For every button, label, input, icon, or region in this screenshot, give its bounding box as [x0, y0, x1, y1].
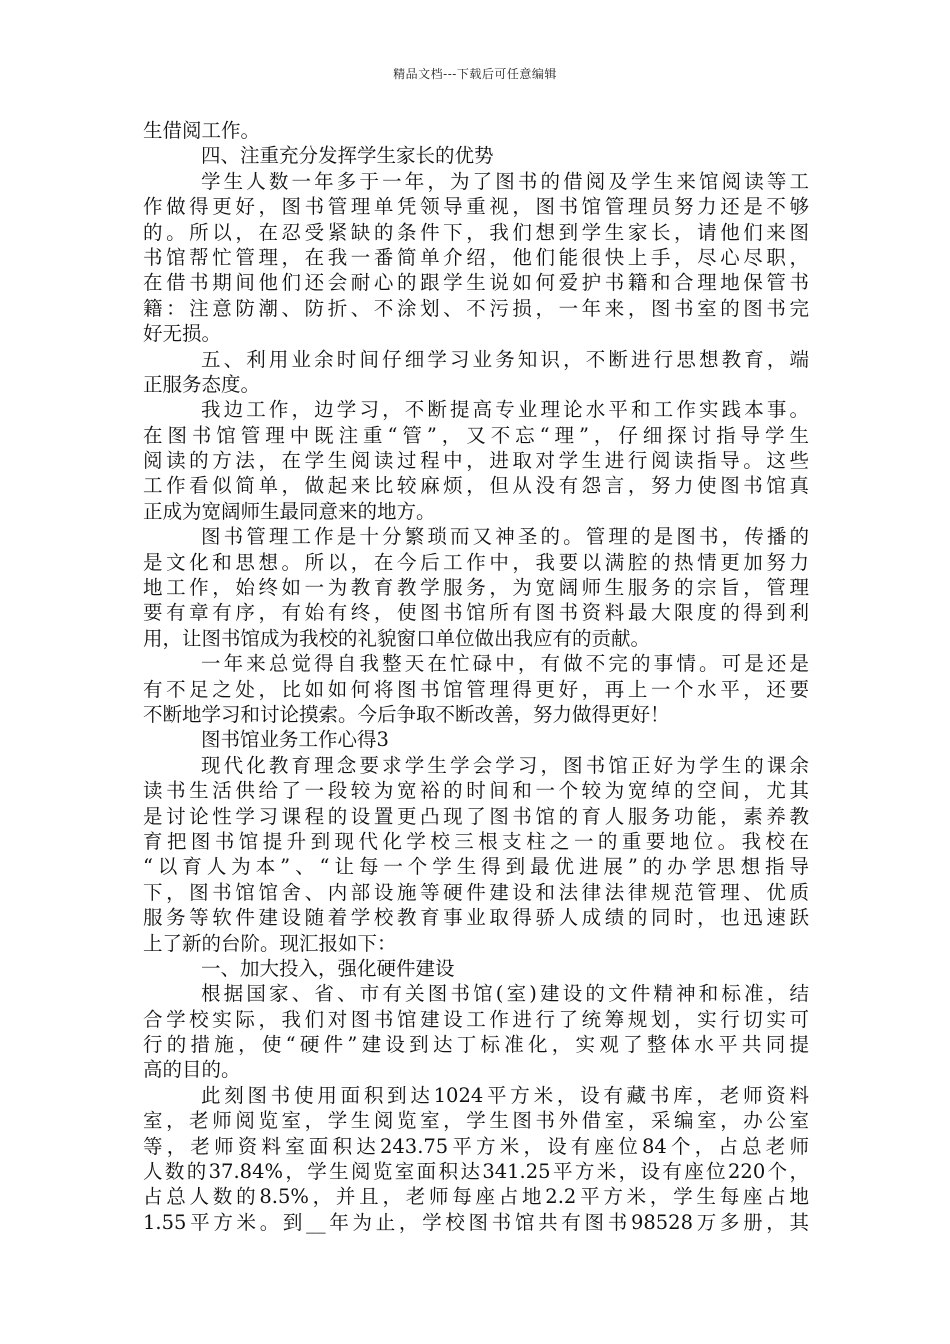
text-line: 五、利用业余时间仔细学习业务知识，不断进行思想教育，端	[201, 347, 809, 371]
text-line: 作做得更好，图书管理单凭领导重视，图书馆管理员努力还是不够	[143, 195, 809, 219]
text-line: 在借书期间他们还会耐心的跟学生说如何爱护书籍和合理地保管书	[143, 271, 809, 295]
text-line: 用，让图书馆成为我校的礼貌窗口单位做出我应有的贡献。	[143, 626, 651, 650]
text-line: 好无损。	[143, 322, 222, 346]
text-line: 我边工作，边学习，不断提高专业理论水平和工作实践本事。	[201, 398, 809, 422]
text-line: 工作看似简单，做起来比较麻烦，但从没有怨言，努力使图书馆真	[143, 474, 809, 498]
text-line: 高的目的。	[143, 1058, 241, 1082]
text-line: 是讨论性学习课程的设置更凸现了图书馆的育人服务功能，素养教	[143, 804, 809, 828]
text-line: 阅读的方法，在学生阅读过程中，进取对学生进行阅读指导。这些	[143, 449, 809, 473]
text-line: 育把图书馆提升到现代化学校三根支柱之一的重要地位。我校在	[143, 829, 809, 853]
text-line: 下，图书馆馆舍、内部设施等硬件建设和法律法律规范管理、优质	[143, 880, 809, 904]
document-body	[143, 118, 809, 1235]
text-line: 的。所以，在忍受紧缺的条件下，我们想到学生家长，请他们来图	[143, 220, 809, 244]
text-line: 读书生活供给了一段较为宽裕的时间和一个较为宽绰的空间，尤其	[143, 779, 809, 803]
page-header: 精品文档---下载后可任意编辑	[393, 67, 557, 81]
text-line: 地工作，始终如一为教育教学服务，为宽阔师生服务的宗旨，管理	[143, 576, 809, 600]
text-line: 行的措施，使“硬件”建设到达丁标准化，实观了整体水平共同提	[143, 1033, 809, 1057]
text-line: 书馆帮忙管理，在我一番简单介绍，他们能很快上手，尽心尽职，	[143, 245, 809, 269]
text-line: 是文化和思想。所以，在今后工作中，我要以满腔的热情更加努力	[143, 550, 809, 574]
text-line: 学生人数一年多于一年，为了图书的借阅及学生来馆阅读等工	[201, 169, 809, 193]
text-line: 室，老师阅览室，学生阅览室，学生图书外借室，采编室，办公室	[143, 1109, 809, 1133]
text-line: 占总人数的8.5%，并且，老师每座占地2.2平方米，学生每座占地	[143, 1185, 809, 1209]
text-line: 此刻图书使用面积到达1024平方米，设有藏书库，老师资料	[201, 1083, 809, 1107]
text-line: 一、加大投入，强化硬件建设	[201, 956, 455, 980]
text-line: 在图书馆管理中既注重“管”，又不忘“理”，仔细探讨指导学生	[143, 423, 809, 447]
text-line: 有不足之处，比如如何将图书馆管理得更好，再上一个水平，还要	[143, 677, 809, 701]
text-line: 1.55平方米。到__年为止，学校图书馆共有图书98528万多册，其	[143, 1210, 809, 1234]
text-line: 要有章有序，有始有终，使图书馆所有图书资料最大限度的得到利	[143, 601, 809, 625]
text-line: 生借阅工作。	[143, 119, 261, 142]
text-line: 一年来总觉得自我整天在忙碌中，有做不完的事情。可是还是	[201, 652, 809, 676]
text-line: 上了新的台阶。现汇报如下：	[143, 931, 397, 955]
text-line: 正服务态度。	[143, 372, 261, 396]
text-line: 人数的37.84%，学生阅览室面积达341.25平方米，设有座位220个，	[143, 1160, 809, 1184]
text-line: 籍：注意防潮、防折、不涂划、不污损，一年来，图书室的图书完	[143, 296, 809, 320]
text-line: 根据国家、省、市有关图书馆(室)建设的文件精神和标准，结	[201, 982, 809, 1006]
text-line: 图书管理工作是十分繁琐而又神圣的。管理的是图书，传播的	[201, 525, 809, 549]
text-line: 合学校实际，我们对图书馆建设工作进行了统筹规划，实行切实可	[143, 1007, 809, 1031]
text-line: 图书馆业务工作心得3	[201, 728, 389, 752]
text-line: 四、注重充分发挥学生家长的优势	[201, 144, 494, 168]
text-line: 等，老师资料室面积达243.75平方米，设有座位84个，占总老师	[143, 1134, 809, 1158]
text-line: 不断地学习和讨论摸索。今后争取不断改善，努力做得更好！	[143, 702, 670, 726]
text-line: 正成为宽阔师生最同意来的地方。	[143, 499, 436, 523]
text-line: “以育人为本”、“让每一个学生得到最优进展”的办学思想指导	[143, 855, 809, 879]
text-line: 现代化教育理念要求学生学会学习，图书馆正好为学生的课余	[201, 753, 809, 777]
text-line: 服务等软件建设随着学校教育事业取得骄人成绩的同时，也迅速跃	[143, 906, 809, 930]
